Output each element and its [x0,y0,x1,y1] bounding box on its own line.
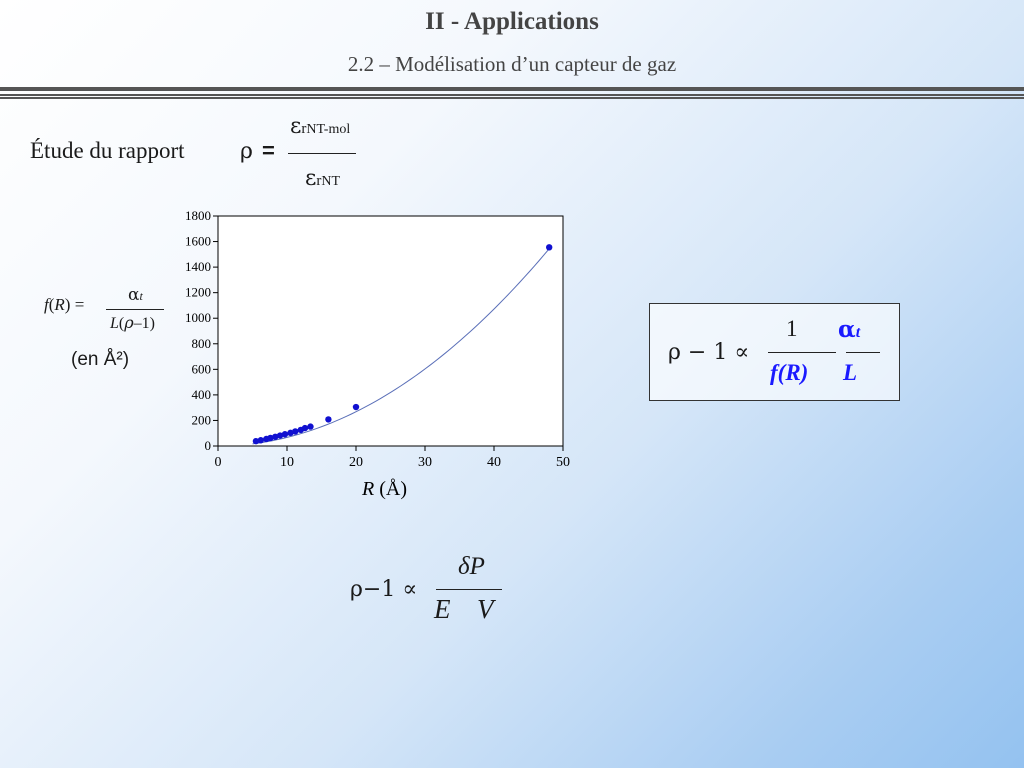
box-lhs: ρ − 1 ∝ [668,340,750,365]
x-tick-label: 30 [418,455,432,470]
data-point [546,244,552,250]
y-tick-label: 1400 [185,259,211,275]
scatter-chart [170,208,580,503]
plot-area [218,216,563,446]
y-tick-label: 200 [191,412,211,428]
data-point [353,404,359,410]
x-tick-label: 20 [349,455,363,470]
box-num2: αt [838,316,861,343]
y-tick-label: 600 [191,361,211,377]
box-den2: L [843,360,858,385]
study-label: Étude du rapport [30,138,185,163]
x-axis-label-var: R [362,478,375,500]
bottom-bar [436,589,502,590]
x-tick-label: 0 [214,455,222,470]
bottom-lhs: ρ−1 ∝ [350,577,418,602]
x-tick-label: 50 [556,455,570,470]
ratio-fraction-bar [288,153,356,154]
box-num1: 1 [786,316,798,341]
y-tick-label: 400 [191,386,211,402]
box-bar1 [768,352,836,353]
x-axis-label-unit: (Å) [374,478,407,500]
header-rule-thin-2 [0,97,1024,99]
x-tick-label: 40 [487,455,501,470]
x-tick-label: 10 [280,455,294,470]
fR-denominator: L(ρ–1) [110,313,155,332]
slide-subtitle: 2.2 – Modélisation d’un capteur de gaz [347,52,677,76]
bottom-den-V: V [477,594,494,624]
box-den1: f(R) [770,360,809,385]
fR-numerator: αt [128,285,143,305]
y-tick-label: 0 [204,438,211,453]
slide-title: II - Applications [425,8,599,35]
data-point [282,431,288,437]
data-point [292,428,298,434]
bottom-num: δP [458,553,485,580]
fR-lhs: f(R) = [44,295,85,314]
y-tick-label: 1000 [185,310,211,326]
data-point [307,423,313,429]
fR-units: (en Å²) [71,349,130,370]
x-axis-label [361,478,407,500]
ratio-numerator: εrNT-mol [290,114,351,139]
rho-symbol: ρ = [240,138,275,164]
data-point [302,425,308,431]
header-rule-thin-1 [0,94,1024,96]
fR-fraction-bar [106,309,164,310]
data-point [325,416,331,422]
bottom-den-E: E [434,594,451,624]
y-tick-label: 800 [191,335,211,351]
y-tick-label: 1600 [185,233,211,249]
ratio-denominator: εrNT [305,166,341,191]
y-tick-label: 1800 [185,208,211,223]
box-bar2 [846,352,880,353]
header-rule-thick [0,87,1024,91]
data-point [258,437,264,443]
y-tick-label: 1200 [185,284,211,300]
